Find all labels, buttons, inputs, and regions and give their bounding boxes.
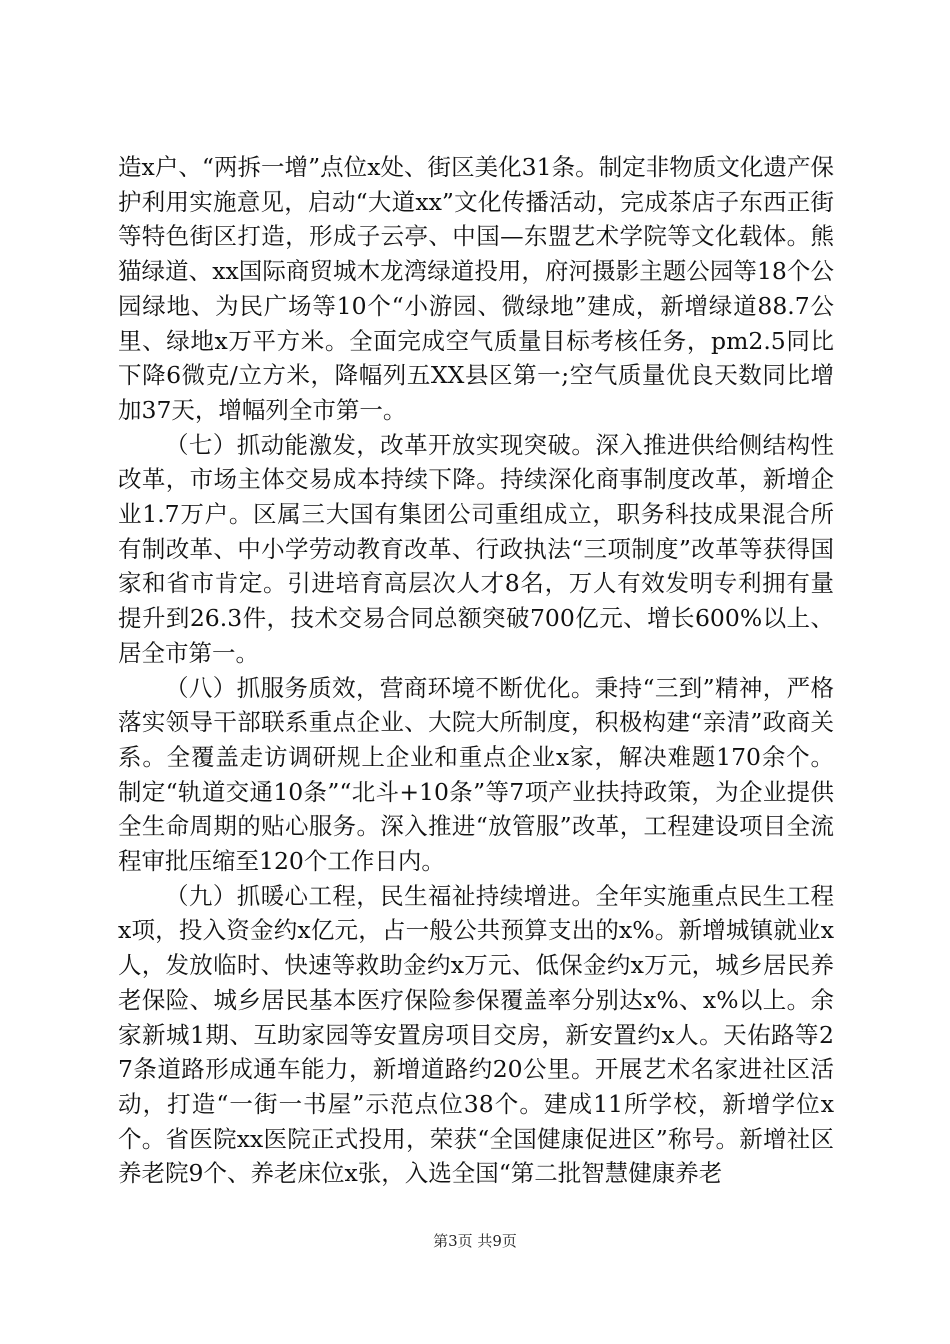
paragraph-continued: 造x户、“两拆一增”点位x处、街区美化31条。制定非物质文化遗产保护利用实施意见，启动“大道xx”文化传播活动，完成茶店子东西正街等特色街区打造，形成子云亭、中国—东盟艺术学院等文化载体。熊猫绿道、xx国际商贸城木龙湾绿道投用，府河摄影主题公园等18个公园绿地、为民广场等10个“小游园、微绿地”建成，新增绿道88.7公里、绿地x万平方米。全面完成空气质量目标考核任务，pm2.5同比下降6微克/立方米，降幅列五XX县区第一;空气质量优良天数同比增加37天，增幅列全市第一。: [118, 153, 834, 424]
paragraph-section-8: （八）抓服务质效，营商环境不断优化。秉持“三到”精神，严格落实领导干部联系重点企业、大院大所制度，积极构建“亲清”政商关系。全覆盖走访调研规上企业和重点企业x家，解决难题170余个。制定“轨道交通10条”“北斗+10条”等7项产业扶持政策，为企业提供全生命周期的贴心服务。深入推进“放管服”改革，工程建设项目全流程审批压缩至120个工作日内。: [118, 673, 834, 876]
paragraph-section-7: （七）抓动能激发，改革开放实现突破。深入推进供给侧结构性改革，市场主体交易成本持续下降。持续深化商事制度改革，新增企业1.7万户。区属三大国有集团公司重组成立，职务科技成果混合所有制改革、中小学劳动教育改革、行政执法“三项制度”改革等获得国家和省市肯定。引进培育高层次人才8名，万人有效发明专利拥有量提升到26.3件，技术交易合同总额突破700亿元、增长600%以上、居全市第一。: [118, 430, 834, 667]
document-body: [118, 150, 834, 1191]
paragraph-section-9: （九）抓暖心工程，民生福祉持续增进。全年实施重点民生工程x项，投入资金约x亿元，占一般公共预算支出的x%。新增城镇就业x人，发放临时、快速等救助金约x万元、低保金约x万元，城乡居民养老保险、城乡居民基本医疗保险参保覆盖率分别达x%、x%以上。余家新城1期、互助家园等安置房项目交房，新安置约x人。天佑路等27条道路形成通车能力，新增道路约20公里。开展艺术名家进社区活动，打造“一街一书屋”示范点位38个。建成11所学校，新增学位x个。省医院xx医院正式投用，荣获“全国健康促进区”称号。新增社区养老院9个、养老床位x张，入选全国“第二批智慧健康养老: [118, 881, 834, 1188]
page-number-footer: 第3页 共9页: [433, 1232, 517, 1250]
